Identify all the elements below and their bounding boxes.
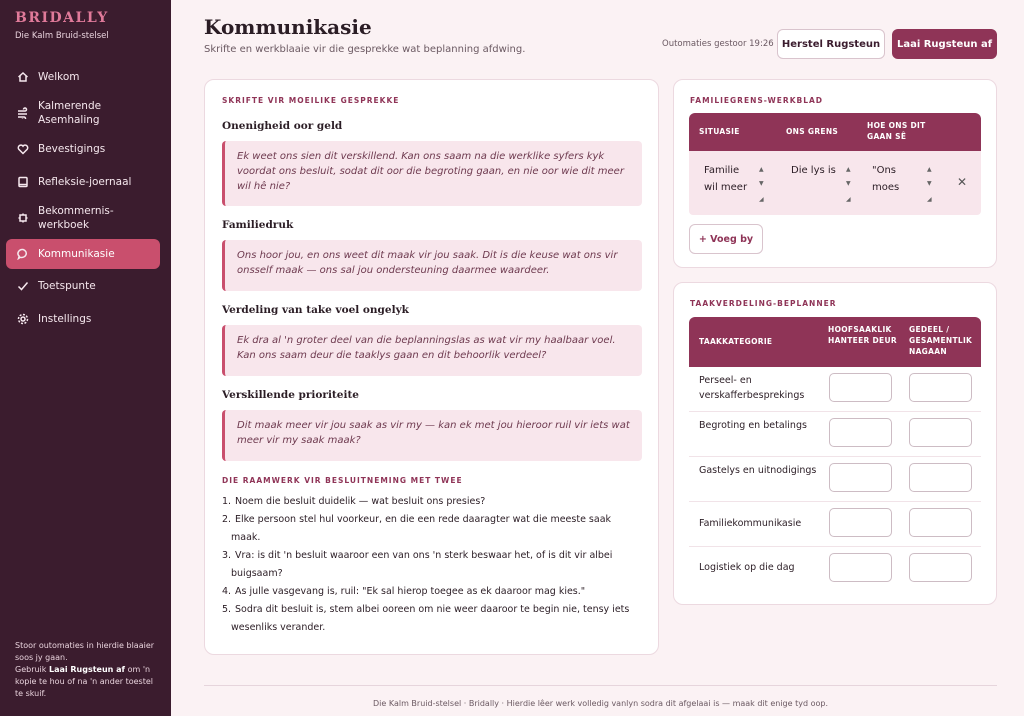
family-table-header	[689, 113, 981, 151]
framework-step: 5. Sodra dit besluit is, stem albei ooreen om nie weer daaroor te begin nie, tensy iets wesenliks verander.	[222, 604, 630, 633]
task-category: Perseel- en verskafferbesprekings	[699, 375, 805, 401]
column-header: HOOFSAAKLIK HANTEER DEUR	[828, 325, 897, 345]
task-table-header	[689, 317, 981, 367]
sidebar-item-instellings[interactable]	[6, 304, 160, 334]
shared-review-input[interactable]	[909, 418, 972, 447]
shared-review-input[interactable]	[909, 553, 972, 582]
script-title: Verdeling van take voel ongelyk	[222, 304, 409, 316]
column-header: GEDEEL / GESAMENTLIK NAGAAN	[909, 325, 973, 356]
book-icon	[16, 175, 30, 189]
textarea-scrollbar[interactable]: ▲ ▼ ◢	[846, 166, 851, 203]
scripts-card	[204, 79, 659, 655]
script-quote: Ek weet ons sien dit verskillend. Kan ons saam na die werklike syfers kyk voordat ons besluit, sodat dit oor die begroting gaan, en nie oor wie dit meer wil hê nie?	[222, 141, 642, 206]
situation-value: Familie wil meer	[704, 165, 748, 193]
page-title: Kommunikasie	[204, 15, 372, 39]
framework-step-text: Sodra dit besluit is, stem albei ooreen om nie weer daaroor te begin nie, tensy iets wesenliks verander.	[231, 604, 630, 633]
check-icon	[16, 279, 30, 293]
shared-review-input[interactable]	[909, 508, 972, 537]
heart-icon	[16, 142, 30, 156]
primary-owner-input[interactable]	[829, 418, 892, 447]
script-title: Onenigheid oor geld	[222, 120, 343, 132]
framework-step-text: As julle vasgevang is, ruil: "Ek sal hierop toegee as ek daaroor mag kies."	[235, 586, 586, 597]
puzzle-icon	[16, 211, 30, 225]
sidebar-item-label: Refleksie-joernaal	[38, 175, 132, 188]
autosave-status: Outomaties gestoor 19:26	[662, 39, 774, 49]
sidebar-item-label: Instellings	[38, 312, 92, 325]
table-row	[689, 457, 981, 502]
sidebar-item-welkom[interactable]	[6, 62, 160, 92]
phrasing-textarea[interactable]	[872, 159, 936, 203]
framework-step: 4. As julle vasgevang is, ruil: "Ek sal hierop toegee as ek daaroor mag kies."	[222, 586, 586, 597]
script-quote: Ek dra al 'n groter deel van die beplanningslas as wat vir my haalbaar voel. Kan ons saam deur die taaklys gaan en dit behoorlik verdeel?	[222, 325, 642, 376]
framework-step: 2. Elke persoon stel hul voorkeur, en die een rede daaragter wat die meeste saak maak.	[222, 514, 612, 543]
footer-divider	[204, 685, 997, 686]
framework-heading: DIE RAAMWERK VIR BESLUITNEMING MET TWEE	[222, 476, 463, 485]
sidebar	[0, 0, 171, 716]
framework-step: 1. Noem die besluit duidelik — wat besluit ons presies?	[222, 496, 486, 507]
sidebar-item-label: Toetspunte	[38, 280, 96, 292]
table-row	[689, 547, 981, 592]
restore-backup-button[interactable]: Herstel Rugsteun	[777, 29, 885, 59]
task-category: Familiekommunikasie	[699, 518, 802, 529]
autosave-note	[15, 640, 155, 700]
framework-step-text: Vra: is dit 'n besluit waaroor een van ons 'n sterk beswaar het, of is dit vir albei buigsaam?	[231, 550, 613, 579]
shared-review-input[interactable]	[909, 463, 972, 492]
shared-review-input[interactable]	[909, 373, 972, 402]
brand-tagline: Die Kalm Bruid-stelsel	[15, 31, 109, 41]
sidebar-item-label: Bevestigings	[38, 143, 106, 155]
autosave-note-line: Stoor outomaties in hierdie blaaier soos jy gaan.	[15, 641, 155, 662]
framework-step: 3. Vra: is dit 'n besluit waaroor een van ons 'n sterk beswaar het, of is dit vir albei buigsaam?	[222, 550, 613, 579]
table-row	[689, 367, 981, 412]
download-backup-button[interactable]: Laai Rugsteun af	[892, 29, 997, 59]
task-category: Logistiek op die dag	[699, 562, 795, 573]
scripts-heading: SKRIFTE VIR MOEILIKE GESPREKKE	[222, 96, 400, 105]
autosave-note-pre: Gebruik	[15, 665, 49, 674]
sidebar-nav	[6, 62, 160, 336]
column-header: SITUASIE	[699, 127, 740, 136]
task-category: Gastelys en uitnodigings	[699, 465, 817, 476]
family-boundary-card	[673, 79, 997, 268]
chat-icon	[16, 247, 30, 261]
autosave-note-post: om 'n kopie te hou of na 'n ander toestel te skuif.	[15, 665, 153, 698]
column-header: TAAKKATEGORIE	[699, 337, 773, 346]
boundary-textarea[interactable]	[791, 159, 855, 203]
script-quote: Ons hoor jou, en ons weet dit maak vir jou saak. Dit is die keuse wat ons vir onsself maak — ons sal jou ondersteuning daarmee waardeer.	[222, 240, 642, 291]
gear-icon	[16, 312, 30, 326]
sidebar-item-kommunikasie[interactable]	[6, 239, 160, 269]
add-row-button[interactable]: + Voeg by	[689, 224, 763, 254]
footer-text: Die Kalm Bruid-stelsel · Bridally · Hierdie lêer werk volledig vanlyn sodra dit afgelaai is — maak dit enige tyd oop.	[373, 699, 828, 708]
column-header: ONS GRENS	[786, 127, 839, 136]
primary-owner-input[interactable]	[829, 553, 892, 582]
close-icon[interactable]: ✕	[956, 175, 967, 189]
situation-textarea[interactable]	[704, 159, 768, 203]
task-planner-card	[673, 282, 997, 605]
sidebar-item-label: Welkom	[38, 71, 80, 83]
script-title: Familiedruk	[222, 219, 294, 231]
sidebar-item-label: Bekommernis-werkboek	[38, 204, 114, 231]
primary-owner-input[interactable]	[829, 508, 892, 537]
page-subtitle: Skrifte en werkblaaie vir die gesprekke wat beplanning afdwing.	[204, 44, 526, 55]
script-quote: Dit maak meer vir jou saak as vir my — kan ek met jou hieroor ruil vir iets wat meer vir my saak maak?	[222, 410, 642, 461]
script-title: Verskillende prioriteite	[222, 389, 359, 401]
table-row	[689, 412, 981, 457]
family-table-row	[689, 151, 981, 215]
sidebar-item-label: Kalmerende Asemhaling	[38, 100, 102, 126]
textarea-scrollbar[interactable]: ▲ ▼ ◢	[927, 166, 932, 203]
phrasing-value: "Ons moes	[872, 165, 900, 193]
wind-icon	[16, 106, 30, 120]
framework-steps	[222, 493, 642, 637]
autosave-note-bold: Laai Rugsteun af	[48, 665, 126, 674]
column-header: HOE ONS DIT GAAN SÊ	[867, 121, 926, 141]
table-row	[689, 502, 981, 547]
textarea-scrollbar[interactable]: ▲ ▼ ◢	[759, 166, 764, 203]
sidebar-item-joernaal[interactable]	[6, 167, 160, 197]
sidebar-item-bevestigings[interactable]	[6, 134, 160, 164]
sidebar-item-asemhaling[interactable]	[6, 95, 160, 132]
sidebar-item-label: Kommunikasie	[38, 247, 115, 260]
boundary-value: Die lys is	[791, 165, 836, 176]
primary-owner-input[interactable]	[829, 373, 892, 402]
family-heading: FAMILIEGRENS-WERKBLAD	[690, 96, 824, 105]
brand-logo: BRIDALLY	[15, 10, 109, 26]
sidebar-item-toetspunte[interactable]	[6, 271, 160, 301]
primary-owner-input[interactable]	[829, 463, 892, 492]
sidebar-item-werkboek[interactable]	[6, 199, 160, 236]
framework-step-text: Elke persoon stel hul voorkeur, en die een rede daaragter wat die meeste saak maak.	[231, 514, 612, 543]
task-category: Begroting en betalings	[699, 420, 807, 431]
task-heading: TAAKVERDELING-BEPLANNER	[690, 299, 837, 308]
home-icon	[16, 70, 30, 84]
framework-step-text: Noem die besluit duidelik — wat besluit ons presies?	[235, 496, 486, 507]
